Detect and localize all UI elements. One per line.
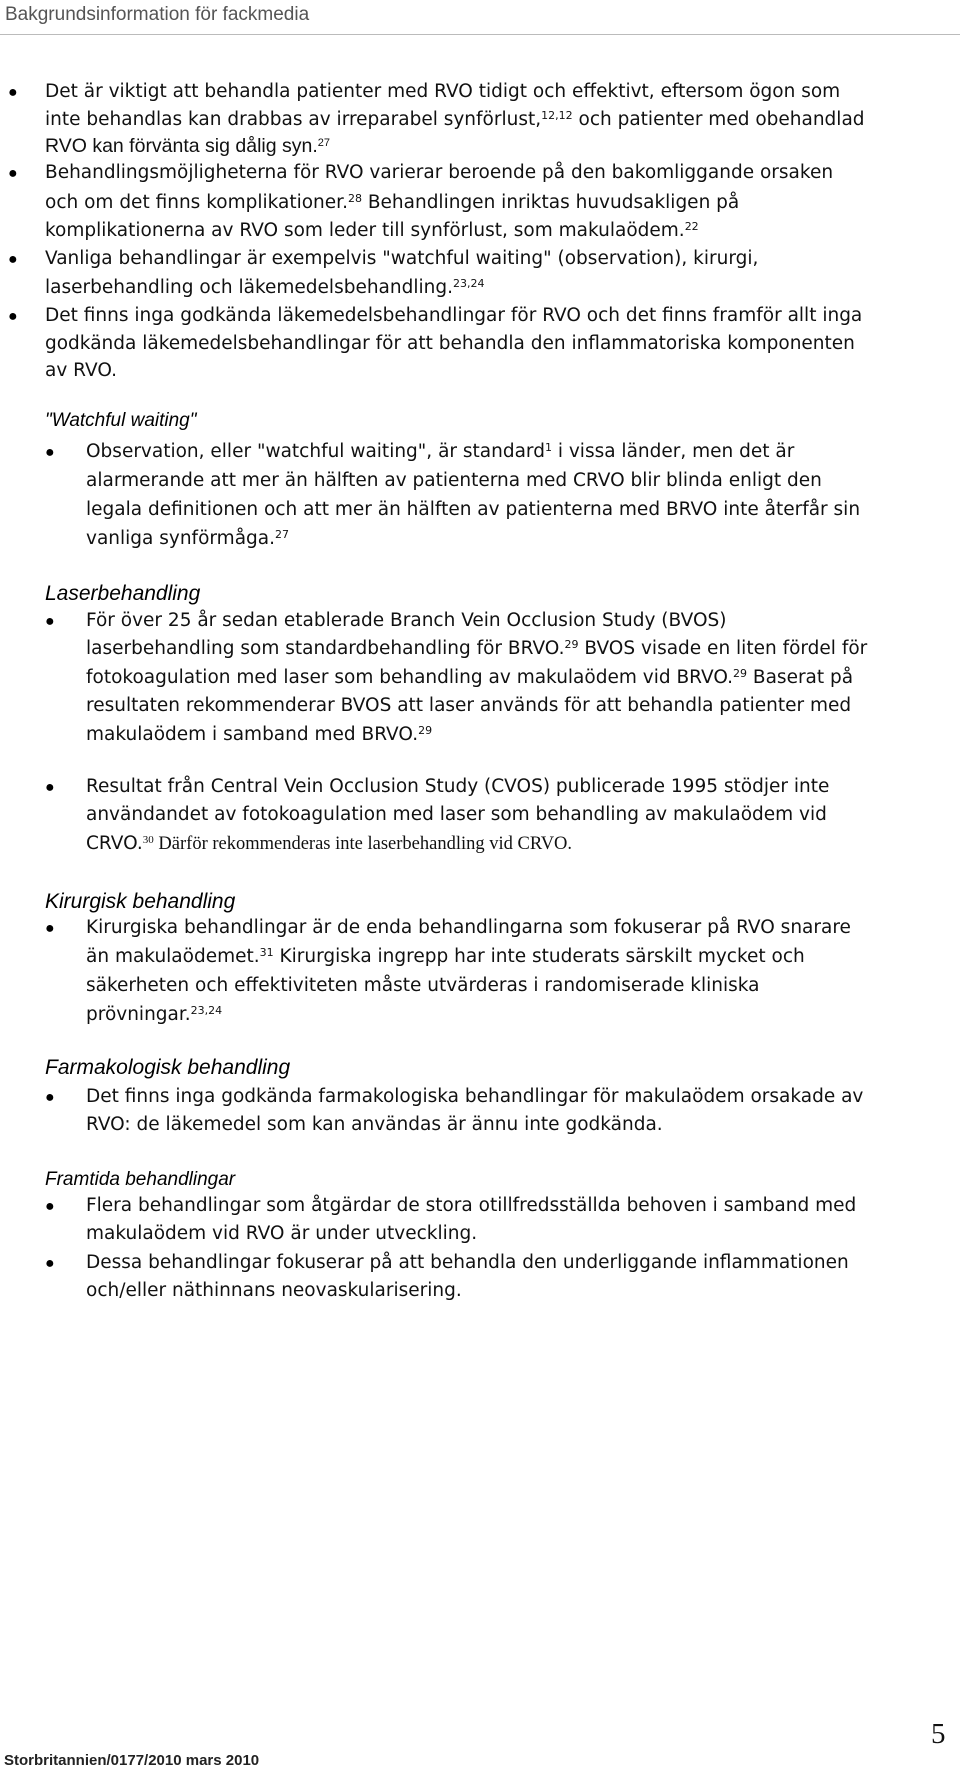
text-line: inte behandlas kan drabbas av irreparabel synförlust,$^{12,12}$ och patienter med obehandlad bbox=[45, 108, 865, 130]
citation: 27 bbox=[275, 527, 289, 541]
bullet-icon: ● bbox=[8, 308, 18, 325]
text-line: makulaödem vid RVO är under utveckling. bbox=[86, 1223, 478, 1244]
section-heading: Framtida behandlingar bbox=[45, 1169, 236, 1190]
text-line: För över 25 år sedan etablerade Branch Vein Occlusion Study (BVOS) bbox=[86, 610, 727, 631]
page-number: 5 bbox=[931, 1718, 946, 1750]
citation: 22 bbox=[684, 219, 699, 233]
text-line: vanliga synförmåga.$^{27}$ bbox=[86, 527, 289, 549]
bullet-icon: ● bbox=[45, 920, 55, 937]
citation: 23,24 bbox=[453, 276, 485, 290]
page-header: Bakgrundsinformation för fackmedia bbox=[5, 4, 310, 25]
text-line: Resultat från Central Vein Occlusion Study (CVOS) publicerade 1995 stödjer inte bbox=[86, 776, 830, 797]
text-line: Behandlingsmöjligheterna för RVO varierar beroende på den bakomliggande orsaken bbox=[45, 162, 834, 183]
text-line: och/eller näthinnans neovaskularisering. bbox=[86, 1280, 462, 1301]
bullet-icon: ● bbox=[45, 613, 55, 630]
bullet-icon: ● bbox=[45, 779, 55, 796]
text-line: och om det finns komplikationer.$^{28}$ Behandlingen inriktas huvudsakligen på bbox=[45, 191, 740, 213]
bullet-icon: ● bbox=[45, 444, 55, 461]
section-heading: "Watchful waiting" bbox=[45, 410, 197, 431]
text-line: alarmerande att mer än hälften av patienterna med CRVO blir blinda enligt den bbox=[86, 470, 822, 491]
text-line: Kirurgiska behandlingar är de enda behandlingarna som fokuserar på RVO snarare bbox=[86, 917, 851, 938]
text-line: Det finns inga godkända farmakologiska behandlingar för makulaödem orsakade av bbox=[86, 1086, 864, 1107]
citation: 12,12 bbox=[541, 108, 573, 122]
text-line: resultaten rekommenderar BVOS att laser används för att behandla patienter med bbox=[86, 695, 852, 716]
text-line: laserbehandling som standardbehandling för BRVO.$^{29}$ BVOS visade en liten fördel för bbox=[86, 637, 868, 659]
citation: 29 bbox=[564, 637, 579, 651]
text-line: Det finns inga godkända läkemedelsbehandlingar för RVO och det finns framför allt inga bbox=[45, 305, 863, 326]
text-line: än makulaödemet.$^{31}$ Kirurgiska ingrepp har inte studerats särskilt mycket och bbox=[86, 945, 805, 967]
text-line: Dessa behandlingar fokuserar på att behandla den underliggande inflammationen bbox=[86, 1252, 849, 1273]
text-line: komplikationerna av RVO som leder till synförlust, som makulaödem.$^{22}$ bbox=[45, 219, 699, 241]
text-line: Flera behandlingar som åtgärdar de stora otillfredsställda behoven i samband med bbox=[86, 1195, 857, 1216]
section-heading: Farmakologisk behandling bbox=[45, 1056, 291, 1079]
text-line: CRVO.$^{30}$ Därför rekommenderas inte laserbehandling vid CRVO. bbox=[86, 833, 573, 854]
document-reference: Storbritannien/0177/2010 mars 2010 bbox=[4, 1752, 260, 1769]
text-line: Det är viktigt att behandla patienter med RVO tidigt och effektivt, eftersom ögon som bbox=[45, 81, 841, 102]
text-line: makulaödem i samband med BRVO.$^{29}$ bbox=[86, 723, 433, 745]
bullet-icon: ● bbox=[45, 1255, 55, 1272]
text-line: RVO kan förvänta sig dålig syn.$^{27}$ bbox=[45, 135, 331, 157]
text-line: legala definitionen och att mer än hälften av patienterna med BRVO inte återfår sin bbox=[86, 499, 861, 520]
citation: 29 bbox=[733, 666, 748, 680]
citation: 27 bbox=[317, 136, 331, 149]
bullet-icon: ● bbox=[45, 1089, 55, 1106]
text-line: användandet av fotokoagulation med laser som behandling av makulaödem vid bbox=[86, 804, 827, 825]
section-heading: Laserbehandling bbox=[45, 582, 201, 605]
text-line: godkända läkemedelsbehandlingar för att behandla den inflammatoriska komponenten bbox=[45, 333, 855, 354]
text-line: säkerheten och effektiviteten måste utvärderas i randomiserade kliniska bbox=[86, 975, 760, 996]
bullet-icon: ● bbox=[8, 251, 18, 268]
text-line: av RVO. bbox=[45, 360, 118, 381]
citation: 28 bbox=[347, 191, 362, 205]
text-line: Observation, eller "watchful waiting", är standard$^1$ i vissa länder, men det är bbox=[86, 440, 795, 462]
citation: 29 bbox=[418, 723, 433, 737]
text-line: prövningar.$^{23,24}$ bbox=[86, 1003, 223, 1025]
citation: 23,24 bbox=[190, 1003, 223, 1017]
text-line: fotokoagulation med laser som behandling av makulaödem vid BRVO.$^{29}$ Baserat på bbox=[86, 666, 854, 688]
text-line: RVO: de läkemedel som kan användas är ännu inte godkända. bbox=[86, 1114, 663, 1135]
citation: 31 bbox=[259, 945, 274, 959]
section-heading: Kirurgisk behandling bbox=[45, 890, 236, 913]
text-line: laserbehandling och läkemedelsbehandling.$^{23,24}$ bbox=[45, 276, 485, 298]
citation: 30 bbox=[142, 833, 154, 846]
bullet-icon: ● bbox=[8, 84, 18, 101]
text-line: Vanliga behandlingar är exempelvis "watchful waiting" (observation), kirurgi, bbox=[45, 248, 759, 269]
bullet-icon: ● bbox=[8, 165, 18, 182]
bullet-icon: ● bbox=[45, 1198, 55, 1215]
header-divider bbox=[0, 34, 960, 35]
citation: 1 bbox=[544, 440, 552, 454]
